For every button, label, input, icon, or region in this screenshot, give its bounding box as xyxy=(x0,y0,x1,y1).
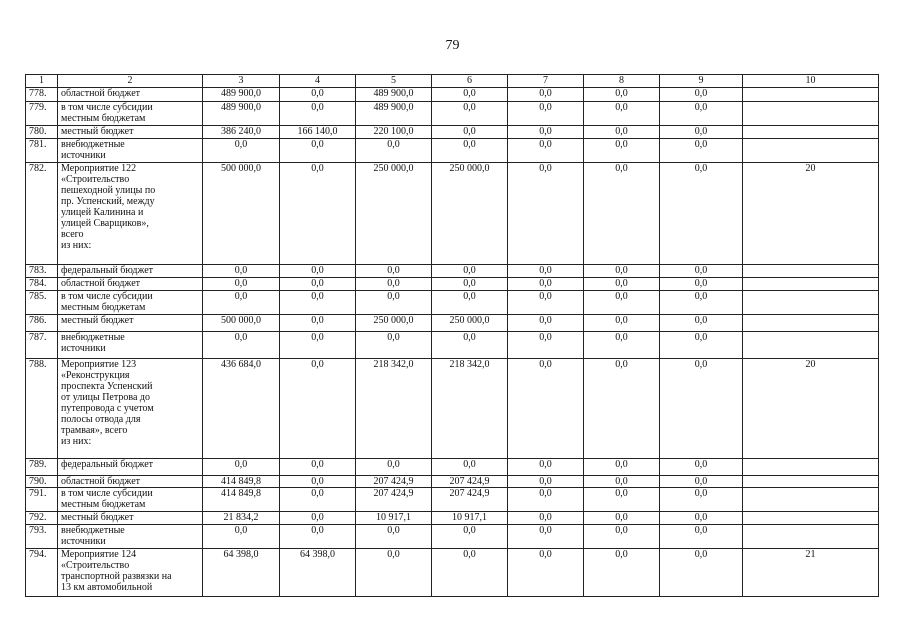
table-row xyxy=(26,291,879,315)
col-10-value xyxy=(743,315,879,332)
col-7-value: 0,0 xyxy=(508,88,584,102)
col-7-value: 0,0 xyxy=(508,359,584,459)
row-number: 780. xyxy=(26,126,58,139)
col-8-value: 0,0 xyxy=(584,488,660,512)
column-header: 2 xyxy=(58,75,203,88)
col-5-value: 0,0 xyxy=(356,265,432,278)
row-description: местный бюджет xyxy=(58,512,203,525)
col-3-value: 414 849,8 xyxy=(203,476,280,488)
col-4-value: 0,0 xyxy=(280,315,356,332)
col-10-value: 21 xyxy=(743,549,879,597)
col-9-value: 0,0 xyxy=(660,126,743,139)
col-5-value: 0,0 xyxy=(356,291,432,315)
col-4-value: 0,0 xyxy=(280,278,356,291)
table-row xyxy=(26,359,879,459)
col-6-value: 0,0 xyxy=(432,265,508,278)
col-5-value: 0,0 xyxy=(356,139,432,163)
col-5-value: 207 424,9 xyxy=(356,488,432,512)
col-7-value: 0,0 xyxy=(508,459,584,476)
col-6-value: 250 000,0 xyxy=(432,315,508,332)
col-6-value: 0,0 xyxy=(432,459,508,476)
col-8-value: 0,0 xyxy=(584,88,660,102)
col-3-value: 0,0 xyxy=(203,332,280,359)
col-9-value: 0,0 xyxy=(660,459,743,476)
row-description: внебюджетные источники xyxy=(58,139,203,163)
row-number: 784. xyxy=(26,278,58,291)
col-3-value: 0,0 xyxy=(203,278,280,291)
col-5-value: 0,0 xyxy=(356,332,432,359)
col-5-value: 0,0 xyxy=(356,459,432,476)
col-8-value: 0,0 xyxy=(584,359,660,459)
column-header: 4 xyxy=(280,75,356,88)
column-header: 9 xyxy=(660,75,743,88)
row-description: областной бюджет xyxy=(58,476,203,488)
column-header: 6 xyxy=(432,75,508,88)
col-10-value xyxy=(743,126,879,139)
col-9-value: 0,0 xyxy=(660,102,743,126)
col-4-value: 64 398,0 xyxy=(280,549,356,597)
col-10-value: 20 xyxy=(743,163,879,265)
row-number: 785. xyxy=(26,291,58,315)
col-10-value xyxy=(743,512,879,525)
col-9-value: 0,0 xyxy=(660,315,743,332)
col-8-value: 0,0 xyxy=(584,525,660,549)
row-description: федеральный бюджет xyxy=(58,265,203,278)
col-8-value: 0,0 xyxy=(584,163,660,265)
page-number: 79 xyxy=(445,38,460,53)
col-6-value: 0,0 xyxy=(432,102,508,126)
row-description: внебюджетные источники xyxy=(58,525,203,549)
col-3-value: 500 000,0 xyxy=(203,163,280,265)
col-6-value: 0,0 xyxy=(432,126,508,139)
row-description: местный бюджет xyxy=(58,315,203,332)
col-3-value: 0,0 xyxy=(203,139,280,163)
col-4-value: 0,0 xyxy=(280,265,356,278)
col-10-value xyxy=(743,139,879,163)
col-10-value xyxy=(743,102,879,126)
col-4-value: 0,0 xyxy=(280,88,356,102)
row-description: местный бюджет xyxy=(58,126,203,139)
row-number: 794. xyxy=(26,549,58,597)
col-6-value: 0,0 xyxy=(432,549,508,597)
col-8-value: 0,0 xyxy=(584,476,660,488)
col-8-value: 0,0 xyxy=(584,265,660,278)
col-7-value: 0,0 xyxy=(508,291,584,315)
col-5-value: 489 900,0 xyxy=(356,102,432,126)
col-10-value: 20 xyxy=(743,359,879,459)
col-3-value: 386 240,0 xyxy=(203,126,280,139)
table-row xyxy=(26,126,879,139)
col-3-value: 414 849,8 xyxy=(203,488,280,512)
col-6-value: 218 342,0 xyxy=(432,359,508,459)
row-description: областной бюджет xyxy=(58,278,203,291)
row-number: 786. xyxy=(26,315,58,332)
col-10-value xyxy=(743,459,879,476)
row-description: Мероприятие 124 «Строительство транспортной развязки на 13 км автомобильной xyxy=(58,549,203,597)
column-header: 8 xyxy=(584,75,660,88)
col-4-value: 0,0 xyxy=(280,332,356,359)
column-header: 1 xyxy=(26,75,58,88)
table-row xyxy=(26,512,879,525)
col-8-value: 0,0 xyxy=(584,459,660,476)
col-9-value: 0,0 xyxy=(660,512,743,525)
col-5-value: 207 424,9 xyxy=(356,476,432,488)
table-row xyxy=(26,315,879,332)
col-10-value xyxy=(743,476,879,488)
col-7-value: 0,0 xyxy=(508,476,584,488)
col-9-value: 0,0 xyxy=(660,139,743,163)
column-header: 10 xyxy=(743,75,879,88)
table-row xyxy=(26,488,879,512)
col-9-value: 0,0 xyxy=(660,525,743,549)
table-row xyxy=(26,332,879,359)
col-9-value: 0,0 xyxy=(660,476,743,488)
col-3-value: 21 834,2 xyxy=(203,512,280,525)
col-6-value: 250 000,0 xyxy=(432,163,508,265)
col-10-value xyxy=(743,525,879,549)
table-row xyxy=(26,163,879,265)
table-row xyxy=(26,102,879,126)
table-row xyxy=(26,88,879,102)
col-4-value: 0,0 xyxy=(280,291,356,315)
row-number: 790. xyxy=(26,476,58,488)
col-4-value: 0,0 xyxy=(280,512,356,525)
col-3-value: 0,0 xyxy=(203,525,280,549)
row-description: в том числе субсидии местным бюджетам xyxy=(58,291,203,315)
col-4-value: 0,0 xyxy=(280,525,356,549)
col-8-value: 0,0 xyxy=(584,278,660,291)
col-7-value: 0,0 xyxy=(508,512,584,525)
col-9-value: 0,0 xyxy=(660,265,743,278)
budget-table xyxy=(25,74,879,597)
col-4-value: 0,0 xyxy=(280,359,356,459)
col-4-value: 0,0 xyxy=(280,476,356,488)
col-6-value: 10 917,1 xyxy=(432,512,508,525)
table-row xyxy=(26,549,879,597)
col-7-value: 0,0 xyxy=(508,102,584,126)
col-7-value: 0,0 xyxy=(508,126,584,139)
col-7-value: 0,0 xyxy=(508,278,584,291)
col-4-value: 0,0 xyxy=(280,459,356,476)
table-row xyxy=(26,525,879,549)
col-8-value: 0,0 xyxy=(584,512,660,525)
col-3-value: 500 000,0 xyxy=(203,315,280,332)
col-8-value: 0,0 xyxy=(584,126,660,139)
col-7-value: 0,0 xyxy=(508,525,584,549)
col-7-value: 0,0 xyxy=(508,549,584,597)
col-10-value xyxy=(743,88,879,102)
row-number: 787. xyxy=(26,332,58,359)
col-8-value: 0,0 xyxy=(584,102,660,126)
col-4-value: 0,0 xyxy=(280,139,356,163)
row-description: Мероприятие 123 «Реконструкция проспекта Успенский от улицы Петрова до путепровода с учетом полосы отвода для трамвая», всего из них: xyxy=(58,359,203,459)
col-4-value: 166 140,0 xyxy=(280,126,356,139)
col-7-value: 0,0 xyxy=(508,265,584,278)
col-9-value: 0,0 xyxy=(660,359,743,459)
col-10-value xyxy=(743,332,879,359)
row-number: 788. xyxy=(26,359,58,459)
col-3-value: 0,0 xyxy=(203,291,280,315)
col-5-value: 220 100,0 xyxy=(356,126,432,139)
col-5-value: 0,0 xyxy=(356,525,432,549)
row-number: 793. xyxy=(26,525,58,549)
col-4-value: 0,0 xyxy=(280,488,356,512)
row-number: 778. xyxy=(26,88,58,102)
col-3-value: 0,0 xyxy=(203,459,280,476)
col-3-value: 436 684,0 xyxy=(203,359,280,459)
column-header: 7 xyxy=(508,75,584,88)
row-number: 791. xyxy=(26,488,58,512)
col-5-value: 10 917,1 xyxy=(356,512,432,525)
col-9-value: 0,0 xyxy=(660,278,743,291)
col-7-value: 0,0 xyxy=(508,163,584,265)
col-6-value: 0,0 xyxy=(432,291,508,315)
col-3-value: 489 900,0 xyxy=(203,102,280,126)
col-8-value: 0,0 xyxy=(584,315,660,332)
col-5-value: 250 000,0 xyxy=(356,163,432,265)
row-description: федеральный бюджет xyxy=(58,459,203,476)
col-7-value: 0,0 xyxy=(508,488,584,512)
col-6-value: 0,0 xyxy=(432,139,508,163)
col-6-value: 0,0 xyxy=(432,332,508,359)
col-3-value: 64 398,0 xyxy=(203,549,280,597)
row-description: в том числе субсидии местным бюджетам xyxy=(58,488,203,512)
row-number: 792. xyxy=(26,512,58,525)
col-5-value: 250 000,0 xyxy=(356,315,432,332)
row-number: 779. xyxy=(26,102,58,126)
col-9-value: 0,0 xyxy=(660,88,743,102)
row-description: областной бюджет xyxy=(58,88,203,102)
col-6-value: 0,0 xyxy=(432,525,508,549)
row-number: 783. xyxy=(26,265,58,278)
table-row xyxy=(26,265,879,278)
col-10-value xyxy=(743,488,879,512)
col-5-value: 218 342,0 xyxy=(356,359,432,459)
col-3-value: 489 900,0 xyxy=(203,88,280,102)
col-8-value: 0,0 xyxy=(584,549,660,597)
col-8-value: 0,0 xyxy=(584,332,660,359)
col-10-value xyxy=(743,265,879,278)
col-10-value xyxy=(743,291,879,315)
col-9-value: 0,0 xyxy=(660,488,743,512)
row-number: 789. xyxy=(26,459,58,476)
row-description: внебюджетные источники xyxy=(58,332,203,359)
column-header: 5 xyxy=(356,75,432,88)
table-row xyxy=(26,278,879,291)
col-6-value: 0,0 xyxy=(432,88,508,102)
col-3-value: 0,0 xyxy=(203,265,280,278)
col-4-value: 0,0 xyxy=(280,102,356,126)
row-number: 782. xyxy=(26,163,58,265)
col-9-value: 0,0 xyxy=(660,332,743,359)
col-7-value: 0,0 xyxy=(508,139,584,163)
col-9-value: 0,0 xyxy=(660,163,743,265)
table-row xyxy=(26,476,879,488)
row-description: в том числе субсидии местным бюджетам xyxy=(58,102,203,126)
col-9-value: 0,0 xyxy=(660,291,743,315)
col-5-value: 489 900,0 xyxy=(356,88,432,102)
col-8-value: 0,0 xyxy=(584,139,660,163)
col-7-value: 0,0 xyxy=(508,332,584,359)
row-number: 781. xyxy=(26,139,58,163)
col-6-value: 207 424,9 xyxy=(432,488,508,512)
row-description: Мероприятие 122 «Строительство пешеходной улицы по пр. Успенский, между улицей Калинина и улицей Сварщиков», всего из них: xyxy=(58,163,203,265)
table-row xyxy=(26,459,879,476)
col-5-value: 0,0 xyxy=(356,278,432,291)
column-header: 3 xyxy=(203,75,280,88)
col-8-value: 0,0 xyxy=(584,291,660,315)
col-6-value: 0,0 xyxy=(432,278,508,291)
col-10-value xyxy=(743,278,879,291)
table-header-row xyxy=(26,75,879,88)
col-7-value: 0,0 xyxy=(508,315,584,332)
col-9-value: 0,0 xyxy=(660,549,743,597)
col-6-value: 207 424,9 xyxy=(432,476,508,488)
col-5-value: 0,0 xyxy=(356,549,432,597)
col-4-value: 0,0 xyxy=(280,163,356,265)
table-row xyxy=(26,139,879,163)
